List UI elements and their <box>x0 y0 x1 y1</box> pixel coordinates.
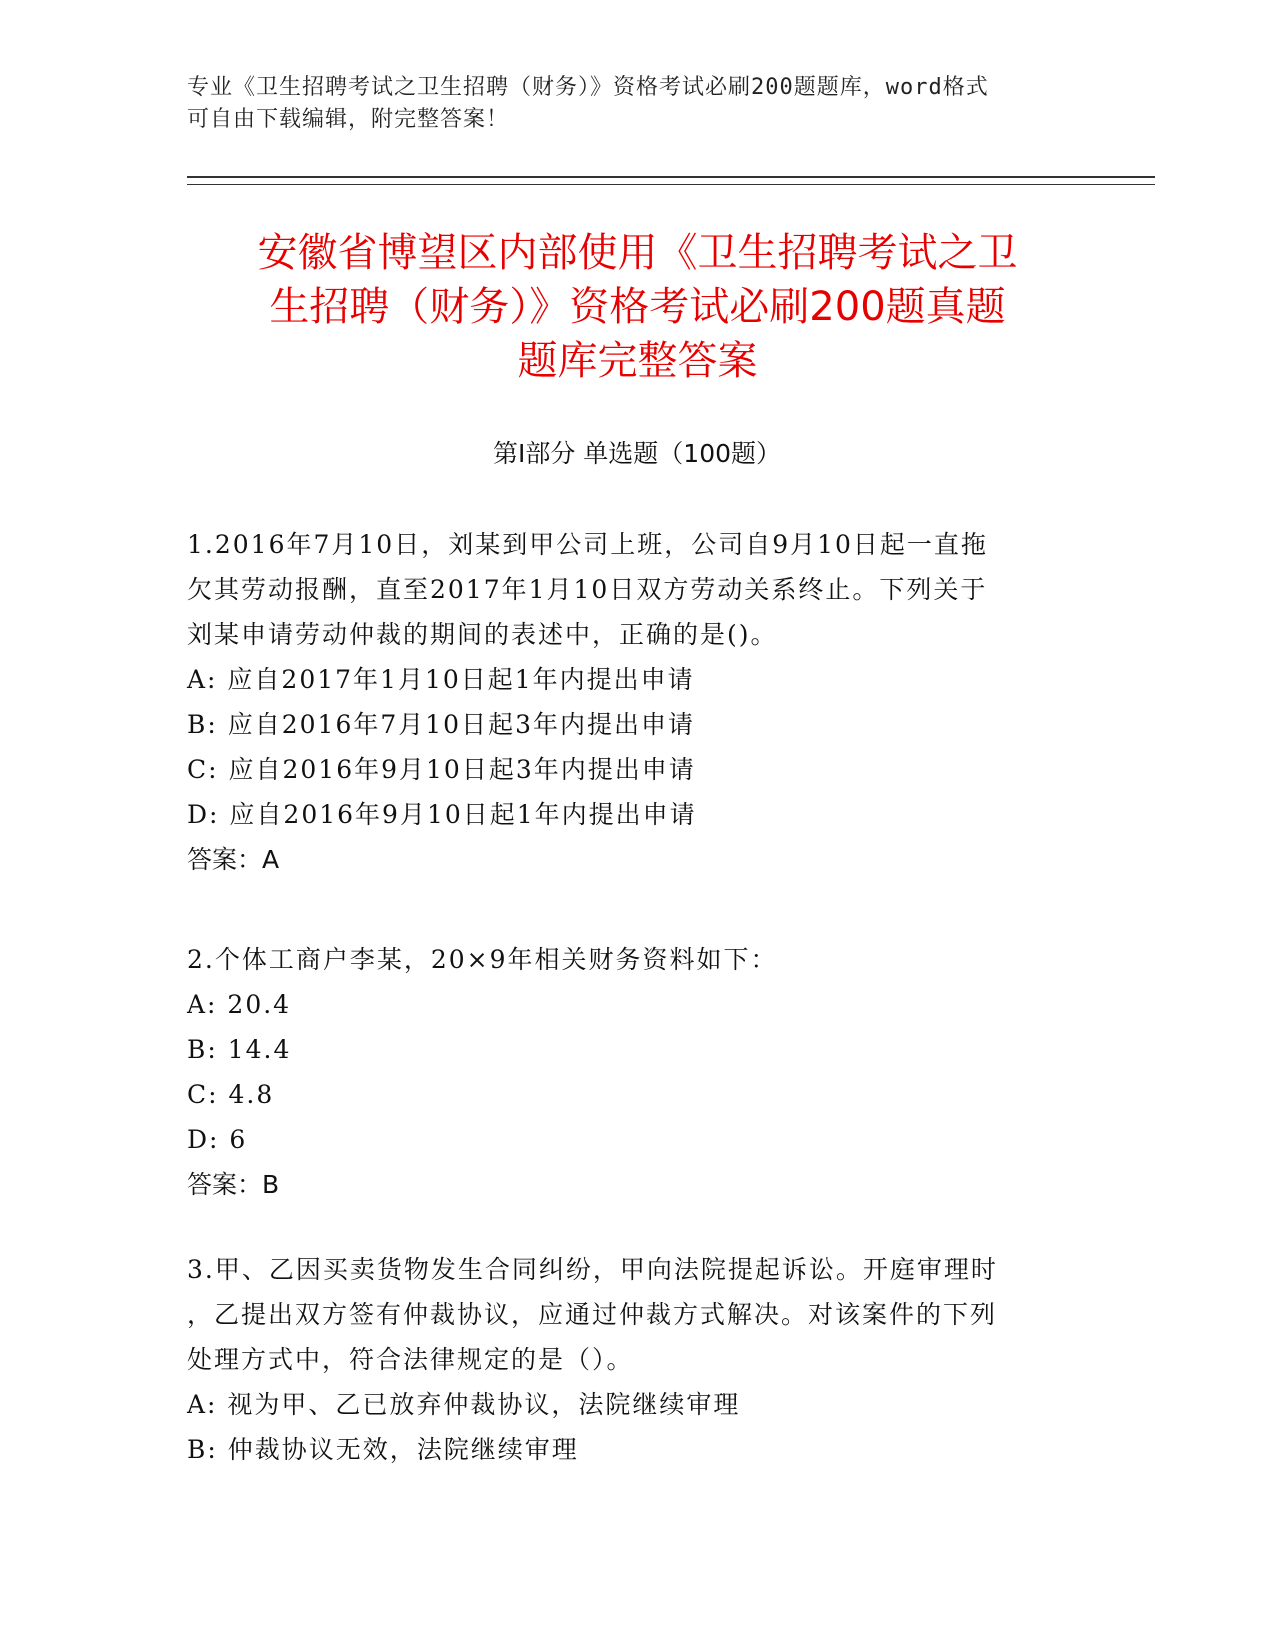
answer: 答案：B <box>187 1170 280 1199</box>
document-title-line: 安徽省博望区内部使用《卫生招聘考试之卫 <box>257 230 1018 276</box>
option-b: B: 应自2016年7月10日起3年内提出申请 <box>187 710 695 739</box>
document-title <box>180 226 1095 388</box>
question-stem-line: 刘某申请劳动仲裁的期间的表述中，正确的是()。 <box>187 620 778 649</box>
question-2 <box>187 937 1067 1207</box>
question-stem-line: 欠其劳动报酬，直至2017年1月10日双方劳动关系终止。下列关于 <box>187 575 988 604</box>
question-stem-line: 1.2016年7月10日，刘某到甲公司上班，公司自9月10日起一直拖 <box>187 530 988 559</box>
header-note <box>187 72 1067 136</box>
document-title-line: 题库完整答案 <box>517 338 758 384</box>
option-a: A: 应自2017年1月10日起1年内提出申请 <box>187 665 695 694</box>
option-c: C: 4.8 <box>187 1080 275 1109</box>
header-note-line: 专业《卫生招聘考试之卫生招聘（财务）》资格考试必刷200题题库，word格式 <box>187 75 989 100</box>
document-title-line: 生招聘（财务）》资格考试必刷200题真题 <box>269 284 1006 330</box>
option-b: B: 仲裁协议无效，法院继续审理 <box>187 1435 579 1464</box>
option-b: B: 14.4 <box>187 1035 292 1064</box>
option-c: C: 应自2016年9月10日起3年内提出申请 <box>187 755 696 784</box>
section-heading: 第Ⅰ部分 单选题（100题） <box>492 439 782 468</box>
header-divider <box>187 176 1155 185</box>
header-note-line: 可自由下载编辑，附完整答案！ <box>187 107 510 132</box>
answer: 答案：A <box>187 845 280 874</box>
question-stem <box>187 1247 1067 1382</box>
question-stem-line: ，乙提出双方签有仲裁协议，应通过仲裁方式解决。对该案件的下列 <box>187 1300 998 1329</box>
question-stem-line: 处理方式中，符合法律规定的是（）。 <box>187 1345 634 1374</box>
question-stem <box>187 937 1067 982</box>
option-a: A: 视为甲、乙已放弃仲裁协议，法院继续审理 <box>187 1390 741 1419</box>
question-1 <box>187 522 1067 882</box>
question-stem <box>187 522 1067 657</box>
question-3 <box>187 1247 1067 1472</box>
question-stem-line: 3.甲、乙因买卖货物发生合同纠纷，甲向法院提起诉讼。开庭审理时 <box>187 1255 998 1284</box>
option-d: D: 6 <box>187 1125 248 1154</box>
option-d: D: 应自2016年9月10日起1年内提出申请 <box>187 800 697 829</box>
option-a: A: 20.4 <box>187 990 292 1019</box>
question-stem-line: 2.个体工商户李某，20×9年相关财务资料如下： <box>187 945 778 974</box>
